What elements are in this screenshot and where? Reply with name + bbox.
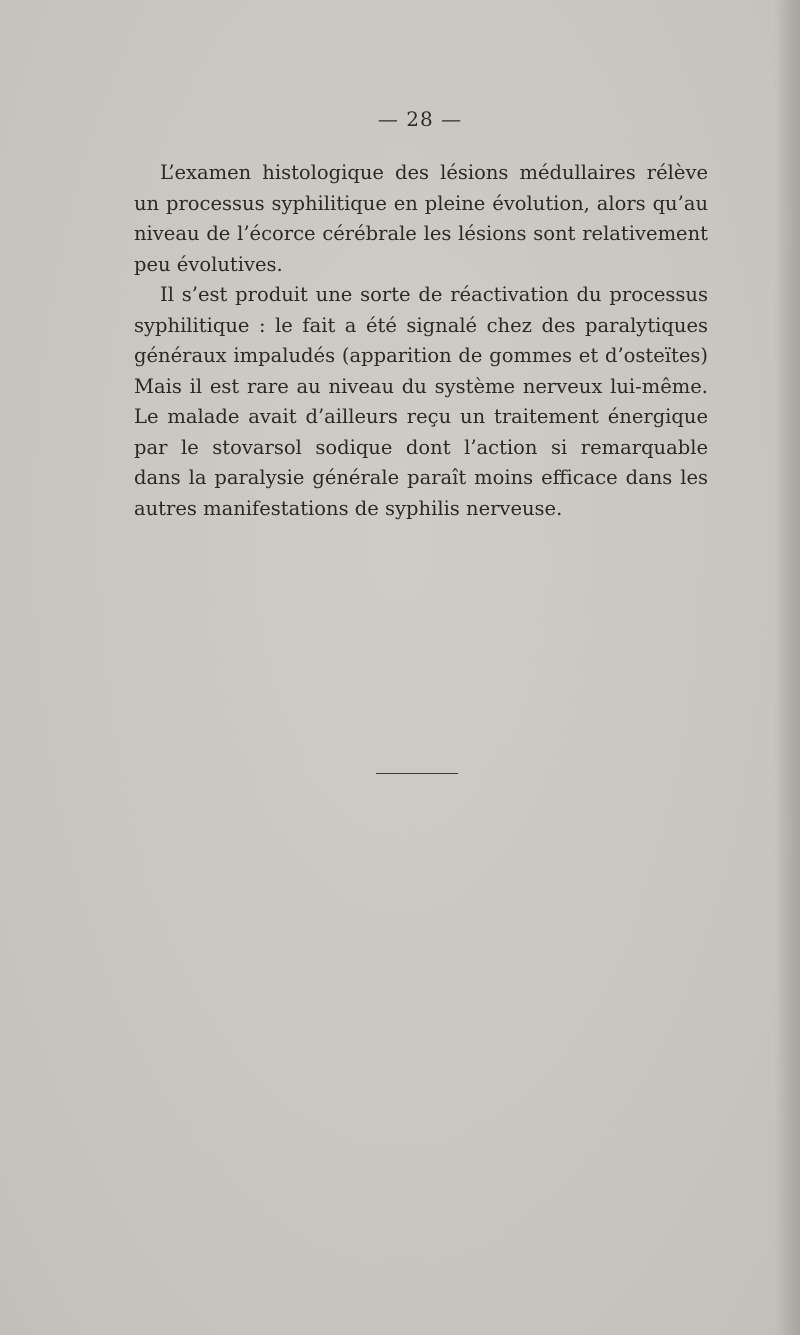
- page-edge-shadow: [774, 0, 800, 1335]
- paragraph: Il s’est produit une sorte de réactivation du processus syphilitique : le fait a été signalé chez des paralytiques généraux impaludés (apparition de gommes et d’osteïtes) Mais il est rare au niveau du système nerveux lui-même. Le malade avait d’ailleurs reçu un traitement énergique par le stovarsol sodique dont l’action si remarquable dans la paralysie générale paraît moins efficace dans les autres manifestations de syphilis nerveuse.: [134, 283, 708, 520]
- paragraph: L’examen histologique des lésions médullaires rélève un processus syphilitique en pleine évolution, alors qu’au niveau de l’écorce cérébrale les lésions sont relativement peu évolutives.: [134, 161, 708, 276]
- section-separator-rule: [376, 773, 458, 774]
- page-number: — 28 —: [377, 107, 463, 131]
- body-text: [134, 158, 708, 524]
